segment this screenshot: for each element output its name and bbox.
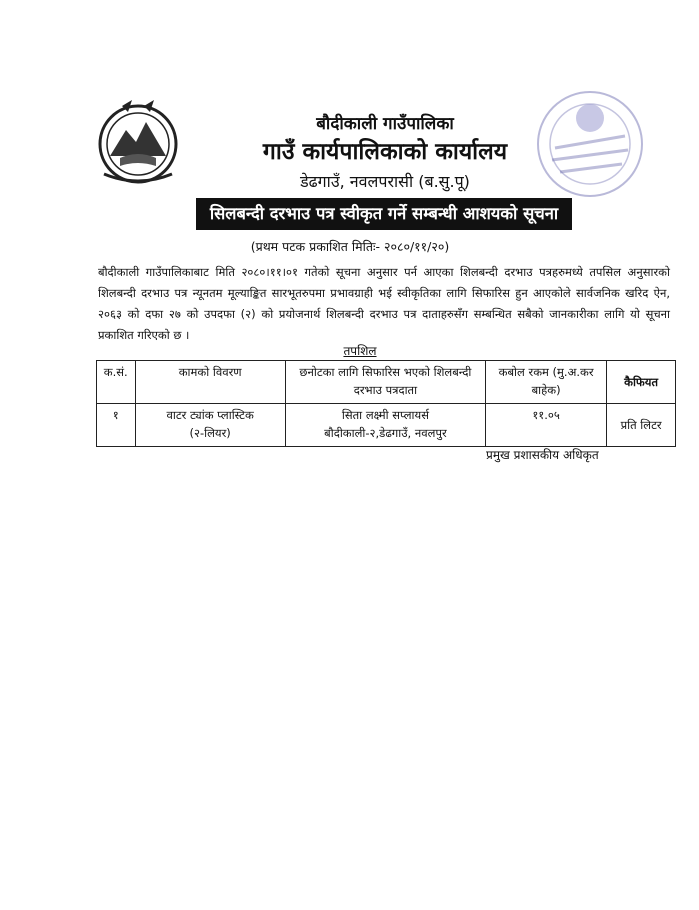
office-name: बौदीकाली गाउँपालिका (316, 114, 454, 134)
header-work-description: कामको विवरण (135, 361, 285, 404)
header-remarks: कैफियत (607, 361, 676, 404)
cell-serial: १ (97, 404, 136, 447)
schedule-table (96, 360, 676, 447)
notice-title: सिलबन्दी दरभाउ पत्र स्वीकृत गर्ने सम्बन्धी आशयको सूचना (196, 198, 572, 230)
notice-body: बौदीकाली गाउँपालिकाबाट मिति २०८०।११।०१ गतेको सूचना अनुसार पर्न आएका शिलबन्दी दरभाउ पत्रहरुमध्ये तपसिल अनुसारको शिलबन्दी दरभाउ पत्र न्यूनतम मूल्याङ्कित सारभूतरुपमा प्रभावग्राही भई स्वीकृतिका लागि सिफारिस हुन आएकोले सार्वजनिक खरिद ऐन, २०६३ को दफा २७ को उपदफा (२) को प्रयोजनार्थ शिलबन्दी दरभाउ पत्र दाताहरुसँग सम्बन्धित सबैको जानकारीका लागि यो सूचना प्रकाशित गरिएको छ । (98, 265, 670, 342)
nepal-emblem-icon (92, 96, 184, 188)
office-address: डेढगाउँ, नवलपरासी (ब.सु.पू) (300, 172, 470, 191)
table-header-row (97, 361, 676, 404)
office-header (190, 112, 580, 194)
table-row (97, 404, 676, 447)
signature-designation: प्रमुख प्रशासकीय अधिकृत (486, 448, 599, 462)
work-line-1: वाटर ट्यांक प्लास्टिक (166, 408, 254, 422)
office-title: गाउँ कार्यपालिकाको कार्यालय (262, 139, 508, 165)
cell-remarks: प्रति लिटर (607, 404, 676, 447)
publish-date: (प्रथम पटक प्रकाशित मितिः- २०८०/११/२०) (250, 239, 450, 254)
header-bidder: छनोटका लागि सिफारिस भएको शिलबन्दी दरभाउ पत्रदाता (285, 361, 485, 404)
header-serial: क.सं. (97, 361, 136, 404)
work-line-2: (२-लियर) (189, 426, 231, 440)
bidder-line-2: बौदीकाली-२,डेढगाउँ, नवलपुर (324, 426, 447, 440)
header-bid-amount: कबोल रकम (मु.अ.कर बाहेक) (486, 361, 607, 404)
cell-work-description (135, 404, 285, 447)
cell-bid-amount: ११.०५ (486, 404, 607, 447)
schedule-label: तपशिल (343, 344, 377, 358)
cell-bidder (285, 404, 485, 447)
bidder-line-1: सिता लक्ष्मी सप्लायर्स (341, 408, 429, 422)
